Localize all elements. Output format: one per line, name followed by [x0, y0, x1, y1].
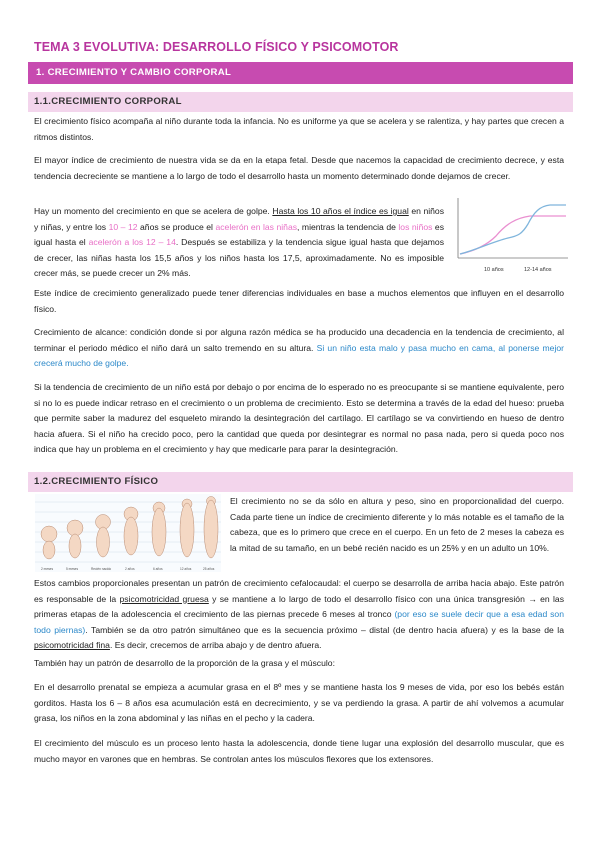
paragraph-growth-spurt	[34, 204, 444, 282]
figure-label: 6 años	[153, 567, 163, 571]
subsection-header-corporal	[28, 92, 573, 112]
figure-label: 5 meses	[66, 567, 79, 571]
underlined-text: psicomotricidad fina	[34, 640, 110, 651]
paragraph: También hay un patrón de desarrollo de la proporción de la grasa y el músculo:	[34, 658, 335, 668]
page-title: TEMA 3 EVOLUTIVA: DESARROLLO FÍSICO Y PSICOMOTOR	[34, 40, 399, 54]
figure-label: 2 meses	[41, 567, 54, 571]
underlined-text: psicomotricidad gruesa	[119, 593, 209, 604]
section-header	[28, 62, 573, 84]
paragraph: El crecimiento físico acompaña al niño durante toda la infancia. No es uniforme ya que se acelera y se ralentiza, y hay partes que crecen a ritmos distintos.	[34, 116, 564, 142]
example-text: (por eso se suele decir que a esa edad son todo piernas)	[34, 609, 564, 635]
text-span: . También se da otro patrón simultáneo que es la secuencia próximo – distal (de dentro hacia afuera) y es la base de la	[85, 624, 564, 635]
example-text: Si un niño esta malo y pasa mucho en cama, al ponerse mejor crecerá mucho de golpe.	[34, 342, 564, 369]
figure-label: 12 años	[180, 567, 192, 571]
body-proportions-figure	[35, 494, 221, 572]
subsection-label: 1.2.CRECIMIENTO FÍSICO	[34, 476, 159, 487]
paragraph: En el desarrollo prenatal se empieza a acumular grasa en el 8º mes y se mantiene hasta los 9 meses de vida, por eso los bebés están gorditos. Hasta los 6 – 8 años esa acumulación está en decrecimiento, y se va perdiendo la grasa. A partir de ahí volvemos a acumular grasa, los niños en la zona abdominal y las niñas en el pecho y la cadera.	[34, 682, 564, 724]
subsection-header-fisico	[28, 472, 573, 492]
highlight-text: los niños	[398, 221, 433, 232]
paragraph-proportions: El crecimiento no se da sólo en altura y peso, sino en proporcionalidad del cuerpo. Cada parte tiene un índice de crecimiento diferente y lo más notable es el tamaño de la cabeza, que es lo primero que crece en el cuerpo. En un feto de 2 meses la cabeza es la mitad de su tamaño, en un bebé recién nacido es un 25% y en un adulto un 10%.	[230, 496, 564, 553]
text-span: es igual hasta el	[34, 221, 444, 248]
paragraph: El crecimiento del músculo es un proceso lento hasta la adolescencia, donde tiene lugar una explosión del desarrollo muscular, que es mucho mayor en varones que en hembras. Se controlan antes los músculos flexores que los extensores.	[34, 738, 564, 764]
text-span: años se produce el	[137, 221, 216, 232]
graph-label-12-14: 12-14 años	[524, 267, 552, 273]
text-span: y se mantiene a lo largo de todo el desarrollo físico con una única transgresión → en las primeras etapas de la adolescencia el crecimiento de las piernas precede 6 meses al tronco	[34, 593, 564, 620]
paragraph-catch-up-growth	[34, 325, 564, 372]
figure-label: 25 años	[203, 567, 215, 571]
text-span: , mientras la tendencia de	[297, 221, 399, 232]
highlight-text: acelerón a los 12 – 14	[88, 237, 176, 248]
paragraph-cephalocaudal	[34, 576, 564, 654]
growth-curve-graph	[454, 196, 570, 276]
figure-label: 2 años	[125, 567, 135, 571]
text-span: Estos cambios proporcionales presentan un patrón de crecimiento cefalocaudal: el cuerpo se desarrolla de arriba hacia abajo. Este patrón es responsable de la	[34, 578, 564, 604]
paragraph: El mayor índice de crecimiento de nuestra vida se da en la etapa fetal. Desde que nacemos la capacidad de crecimiento decrece, y esta tendencia decreciente se mantiene a lo largo de todo el desarrollo hasta un momento determinado donde dejamos de crecer.	[34, 155, 564, 181]
subsection-label: 1.1.CRECIMIENTO CORPORAL	[34, 96, 182, 107]
text-span: . Es decir, crecemos de arriba abajo y de dentro afuera.	[109, 640, 322, 651]
highlight-text: 10 – 12	[108, 221, 138, 232]
figure-label: Recién nacido	[91, 567, 112, 571]
text-span: en niños y niñas, y entre los	[34, 206, 444, 232]
text-span: Hay un momento del crecimiento en que se acelera de golpe.	[34, 206, 273, 216]
paragraph: Si la tendencia de crecimiento de un niño está por debajo o por encima de lo esperado no es preocupante si se mantiene equivalente, pero si no lo es puede indicar retraso en el crecimiento o un problema de crecimiento. Esto se determina a través de la edad del hueso: prueba que permite saber la madurez del esqueleto mirando la desintegración del cartílago. El cartílago se va convirtiendo en hueso de dentro hacia afuera. Si el niño ha crecido poco, pero la cantidad que queda por desintegrar es normal no pasa nada, pero si queda poco nos indica que hay un problema en el crecimiento y hay que medicarle para parar la desintegración.	[34, 382, 564, 455]
section-header-label: 1. CRECIMIENTO Y CAMBIO CORPORAL	[36, 67, 232, 78]
text-span: . Después se estabiliza y la tendencia sigue igual hasta que dejamos de crecer, las niñas hasta los 15,5 años y los niños hasta los 17,5, aproximadamente. No es imposible crecer más, se puede crecer un 2% más.	[34, 237, 445, 279]
boys-curve	[460, 205, 566, 254]
paragraph: Este índice de crecimiento generalizado puede tener diferencias individuales en base a muchos elementos que influyen en el desarrollo físico.	[34, 288, 564, 314]
figure-labels	[41, 567, 215, 571]
highlight-text: acelerón en las niñas	[215, 221, 298, 232]
underlined-text: Hasta los 10 años el índice es igual	[272, 206, 409, 216]
graph-label-10: 10 años	[484, 267, 504, 273]
text-span: Crecimiento de alcance: condición donde si por alguna razón médica se ha producido una decadencia en la tendencia de crecimiento, al terminar el periodo médico el niño dará un salto tremendo en su altura.	[34, 327, 564, 353]
